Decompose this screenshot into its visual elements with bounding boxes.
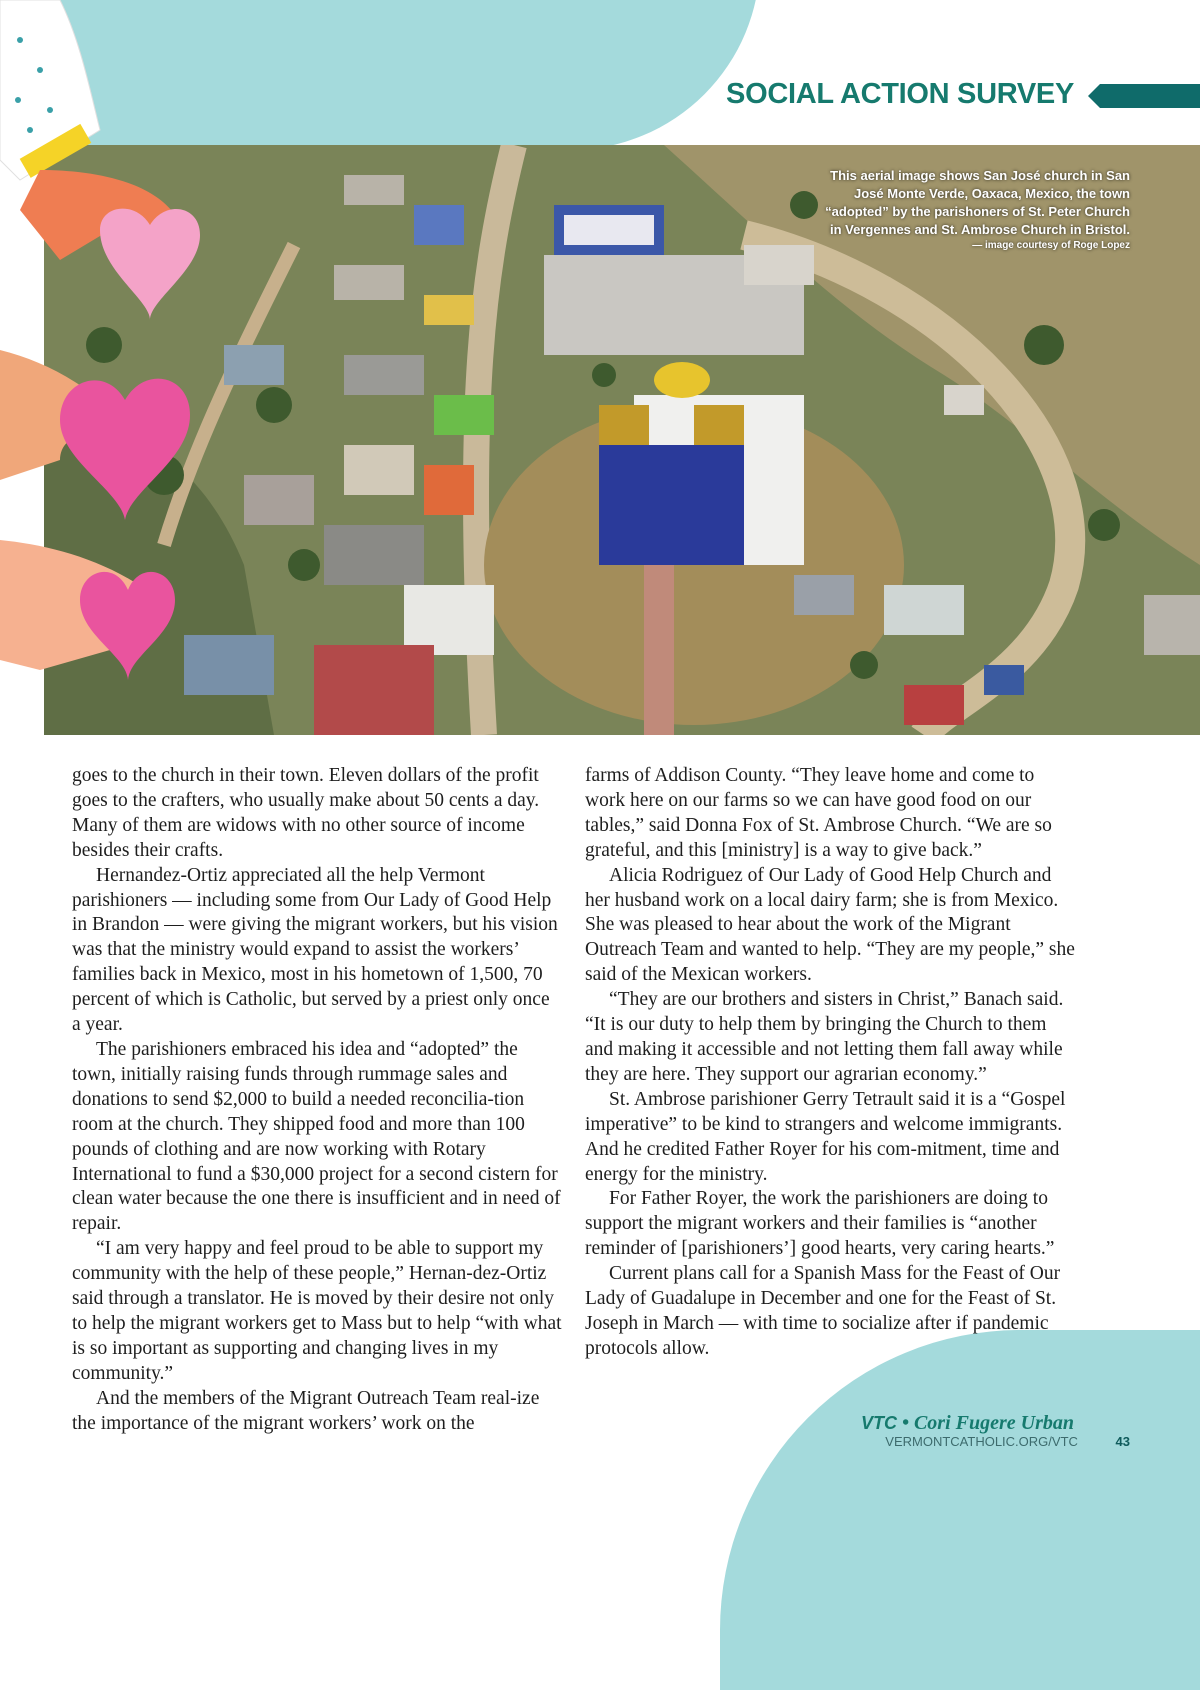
page-number: 43 <box>1115 1434 1130 1449</box>
article-paragraph: goes to the church in their town. Eleven dollars of the profit goes to the crafters, who usually make about 50 cents a day. Many of them are widows with no other source of income besides their crafts. <box>72 765 540 861</box>
author-name: Cori Fugere Urban <box>913 1412 1074 1434</box>
article-paragraph: The parishioners embraced his idea and “adopted” the town, initially raising funds through rummage sales and donations to send $2,000 to build a needed reconcilia-tion room at the church. They shipped food and more than 100 pounds of clothing and are now working with Rotary International to fund a $30,000 project for a second cistern for clean water because the one there is insufficient and in need of repair. <box>72 1038 561 1235</box>
section-tab-marker <box>1088 84 1200 108</box>
article-paragraph: farms of Addison County. “They leave home and come to work here on our farms so we can have good food on our tables,” said Donna Fox of St. Ambrose Church. “We are so grateful, and this [ministry] is a way to give back.” <box>585 765 1052 861</box>
page-footer <box>885 1434 1130 1449</box>
article-column-left <box>72 764 562 1436</box>
photo-caption <box>810 167 1130 253</box>
article-paragraph: Alicia Rodriguez of Our Lady of Good Help Church and her husband work on a local dairy farm; she is from Mexico. She was pleased to hear about the work of the Migrant Outreach Team and wanted to help. “They are my people,” she said of the Mexican workers. <box>585 864 1075 986</box>
article-paragraph: “I am very happy and feel proud to be able to support my community with the help of these people,” Hernan-dez-Ortiz said through a translator. He is moved by their desire not only to help the migrant workers get to Mass but to help “with what is so important as supporting and changing lives in my community.” <box>72 1238 562 1384</box>
article-paragraph: St. Ambrose parishioner Gerry Tetrault said it is a “Gospel imperative” to be kind to strangers and welcome immigrants. And he credited Father Royer for his com-mitment, time and energy for the ministry. <box>585 1088 1066 1185</box>
heart-icon <box>60 379 190 520</box>
caption-line: in Vergennes and St. Ambrose Church in Bristol. <box>829 222 1130 237</box>
article-paragraph: And the members of the Migrant Outreach Team real-ize the importance of the migrant workers’ work on the <box>72 1387 540 1434</box>
footer-url[interactable]: VERMONTCATHOLIC.ORG/VTC <box>885 1434 1078 1449</box>
heart-icon <box>100 209 200 320</box>
article-paragraph: Hernandez-Ortiz appreciated all the help Vermont parishioners — including some from Our Lady of Good Help in Brandon — were giving the migrant workers, but his vision was that the ministry would expand to assist the workers’ families back in Mexico, most in his hometown of 1,500, 70 percent of which is Catholic, but served by a priest only once a year. <box>72 864 558 1036</box>
hands-hearts-illustration <box>0 0 240 700</box>
article-column-right <box>585 764 1075 1362</box>
section-title: SOCIAL ACTION SURVEY <box>726 78 1074 110</box>
publication-mark: VTC <box>860 1413 897 1433</box>
caption-line: “adopted” by the parishoners of St. Peter Church <box>825 204 1130 219</box>
caption-line: José Monte Verde, Oaxaca, Mexico, the town <box>854 186 1130 201</box>
decorative-blob-bottom <box>720 1330 1200 1690</box>
photo-credit: — image courtesy of Roge Lopez <box>972 240 1130 251</box>
article-paragraph: Current plans call for a Spanish Mass for the Feast of Our Lady of Guadalupe in December and one for the Feast of St. Joseph in March — with time to socialize after if pandemic protocols allow. <box>585 1263 1061 1359</box>
article-paragraph: For Father Royer, the work the parishioners are doing to support the migrant workers and their families is “another reminder of [parishioners’] good hearts, very caring hearts.” <box>585 1188 1055 1260</box>
article-signature <box>861 1412 1074 1435</box>
caption-line: This aerial image shows San José church in San <box>830 168 1130 183</box>
signature-separator: • <box>901 1412 909 1434</box>
article-paragraph: “They are our brothers and sisters in Christ,” Banach said. “It is our duty to help them by bringing the Church to them and making it accessible and not letting them fall away while they are here. They support our agrarian economy.” <box>585 989 1064 1085</box>
